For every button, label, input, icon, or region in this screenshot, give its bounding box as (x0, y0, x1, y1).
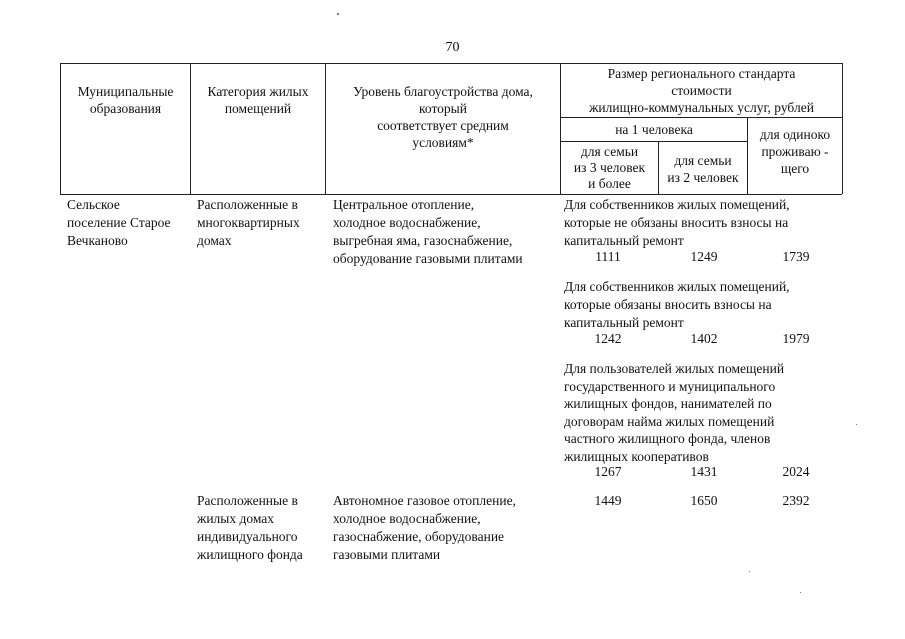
header-category: Категория жилых помещений (207, 84, 309, 116)
row2-family3-value: 1449 (594, 493, 622, 508)
row1-group2-single-value: 1979 (782, 331, 810, 346)
row1-group3-family2-value: 1431 (690, 464, 718, 479)
row2-level: Автономное газовое отопление, холодное водоснабжение, газоснабжение, оборудование газовыми плитами (333, 493, 516, 562)
header-family-2: для семьи из 2 человек (667, 153, 739, 185)
scan-speck (337, 13, 339, 15)
header-standard-size: Размер регионального стандарта стоимости жилищно-коммунальных услуг, рублей (589, 66, 814, 115)
row1-group3-description: Для пользователей жилых помещений государственного и муниципального жилищных фондов, нанимателей по договорам найма жилых помещений частного жилищного фонда, членов жилищных кооперативов (564, 361, 785, 464)
row1-group2-description: Для собственников жилых помещений, которые обязаны вносить взносы на капитальный ремонт (564, 279, 790, 330)
municipality-name: Сельское поселение Старое Вечканово (67, 197, 171, 248)
header-per-person: на 1 человека (615, 122, 693, 137)
header-municipality: Муниципальные образования (77, 84, 174, 116)
row1-group1-description: Для собственников жилых помещений, которые не обязаны вносить взносы на капитальный ремонт (564, 197, 790, 248)
header-single: для одиноко проживаю - щего (759, 127, 831, 176)
row2-single-value: 2392 (782, 493, 810, 508)
row1-group1-single-value: 1739 (782, 249, 810, 264)
row2-family2-value: 1650 (690, 493, 718, 508)
row2-category: Расположенные в жилых домах индивидуального жилищного фонда (197, 493, 303, 562)
row1-group1-family3-value: 1111 (595, 249, 621, 264)
row1-category: Расположенные в многоквартирных домах (197, 197, 300, 248)
page-number: 70 (445, 40, 460, 55)
row1-group1-family2-value: 1249 (690, 249, 718, 264)
scan-speck (856, 424, 857, 425)
scan-speck (800, 592, 801, 593)
header-level: Уровень благоустройства дома, который соответствует средним условиям* (353, 84, 533, 150)
scan-speck (749, 571, 750, 572)
row1-group2-family2-value: 1402 (690, 331, 718, 346)
header-family-3: для семьи из 3 человек и более (573, 144, 646, 191)
row1-group3-single-value: 2024 (782, 464, 810, 479)
row1-group2-family3-value: 1242 (594, 331, 622, 346)
row1-group3-family3-value: 1267 (594, 464, 622, 479)
row1-level: Центральное отопление, холодное водоснабжение, выгребная яма, газоснабжение, оборудование газовыми плитами (333, 197, 523, 266)
